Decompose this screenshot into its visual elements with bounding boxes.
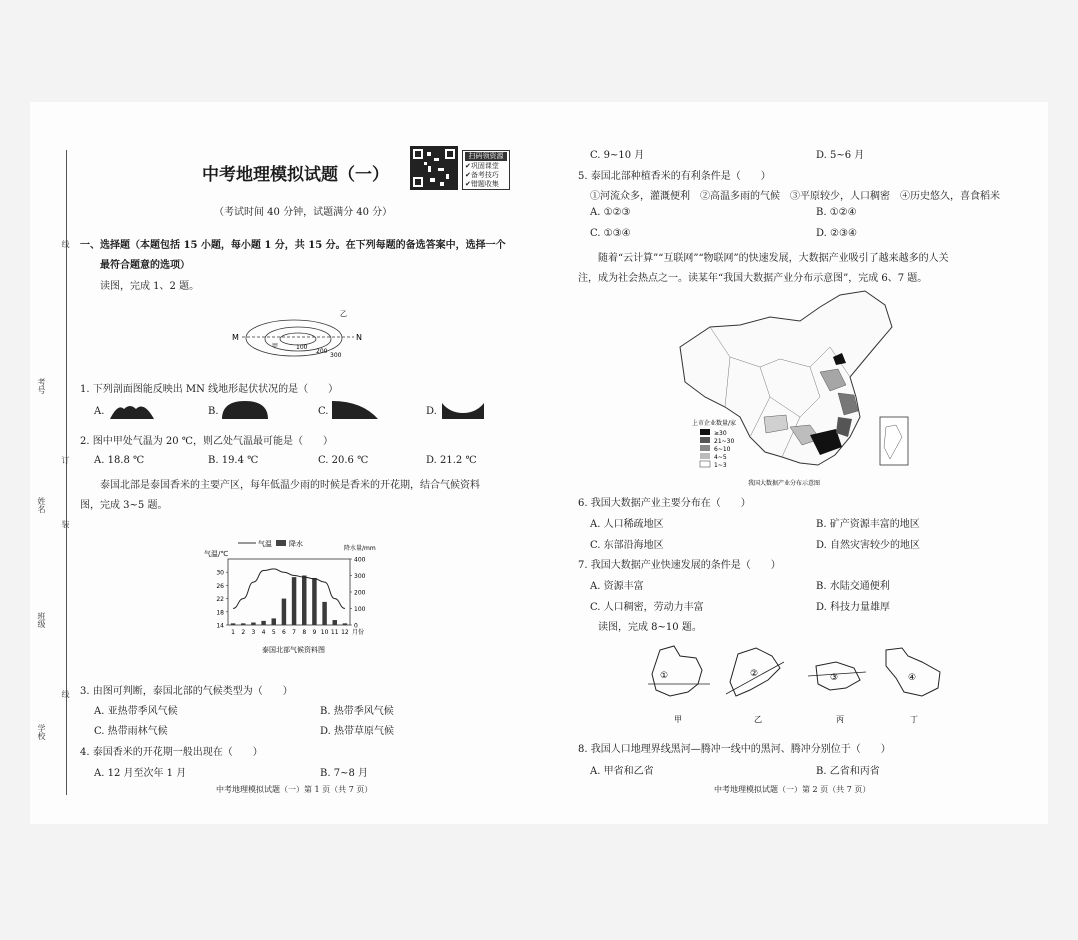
exam-subtitle: （考试时间 40 分钟，试题满分 40 分） (214, 207, 393, 218)
x-tick-label: 10 (320, 629, 329, 636)
q7-option-a[interactable]: A. 资源丰富 (590, 581, 644, 592)
q5-option-d[interactable]: D. ②③④ (816, 228, 857, 239)
province-number: ① (660, 671, 669, 681)
province-yi-icon (726, 648, 784, 724)
province-label-jia: 甲 (674, 715, 682, 724)
intro-q3-5-cont: 图，完成 3~5 题。 (80, 500, 168, 511)
x-tick-label: 7 (292, 629, 296, 636)
rain-bar (312, 578, 316, 625)
field-label-class: 班级 (37, 612, 46, 628)
y-left-tick-label: 22 (216, 596, 224, 604)
province-ding-icon (886, 648, 940, 724)
page-title: 中考地理模拟试题（一） (202, 165, 389, 185)
rain-bar (333, 620, 337, 625)
legend-label-rain: 降水 (289, 540, 303, 548)
intro-q3-5: 泰国北部是泰国香米的主要产区，每年低温少雨的时候是香米的开花期，结合气候资料 (100, 480, 480, 491)
qr-benefit: ✔错题收集 (465, 180, 499, 188)
intro-q1-2: 读图，完成 1、2 题。 (100, 281, 200, 292)
province-label-bing: 丙 (836, 715, 844, 724)
rain-bar (292, 577, 296, 625)
plot-frame (228, 559, 350, 625)
rain-bar (272, 618, 276, 625)
question-1: 1. 下列剖面图能反映出 MN 线地形起伏状况的是（ ） (80, 384, 339, 395)
x-tick-label: 8 (302, 629, 307, 636)
rain-bar (261, 621, 265, 625)
qr-benefit: ✔巩固课堂 (465, 162, 499, 170)
y-left-tick-label: 18 (216, 609, 224, 617)
question-7: 7. 我国大数据产业快速发展的条件是（ ） (578, 560, 781, 571)
map-legend-item: 4~5 (714, 454, 727, 461)
province-outlines (640, 644, 950, 724)
map-legend-item: ≥30 (714, 430, 727, 437)
q5-option-b[interactable]: B. ①②④ (816, 207, 857, 218)
y-left-tick-label: 26 (216, 582, 224, 590)
x-tick-label: 12 (341, 629, 349, 636)
intro-q6-7-cont: 注，成为社会热点之一。读某年“我国大数据产业分布示意图”，完成 6、7 题。 (578, 273, 928, 284)
contour-value: 300 (330, 352, 342, 359)
y-right-tick-label: 200 (354, 589, 366, 597)
contour-label-jia: 甲 (272, 343, 279, 350)
q1-option-d[interactable]: D. (426, 406, 437, 417)
section-heading: 一、选择题（本题包括 15 小题，每小题 1 分，共 15 分。在下列每题的备选答案中，选择一个 (80, 240, 506, 251)
binding-label: 装 (61, 520, 70, 528)
x-tick-label: 3 (251, 629, 256, 636)
qr-benefits-box (462, 150, 510, 190)
q3-option-a[interactable]: A. 亚热带季风气候 (94, 706, 178, 717)
contour-label-yi: 乙 (340, 310, 347, 318)
q2-option-a[interactable]: A. 18.8 ℃ (94, 455, 145, 466)
province-number: ④ (908, 673, 917, 683)
q7-option-c[interactable]: C. 人口稠密，劳动力丰富 (590, 602, 704, 613)
y-right-tick-label: 400 (354, 556, 366, 564)
question-8: 8. 我国人口地理界线黑河—腾冲一线中的黑河、腾冲分别位于（ ） (578, 744, 891, 755)
q8-option-b[interactable]: B. 乙省和丙省 (816, 766, 880, 777)
q6-option-b[interactable]: B. 矿产资源丰富的地区 (816, 519, 920, 530)
y-right-label: 降水量/mm (344, 545, 376, 552)
q2-option-c[interactable]: C. 20.6 ℃ (318, 455, 369, 466)
q3-option-d[interactable]: D. 热带草原气候 (320, 726, 395, 737)
x-tick-label: 6 (282, 629, 286, 636)
q1-option-b[interactable]: B. (208, 406, 219, 417)
q6-option-d[interactable]: D. 自然灾害较少的地区 (816, 540, 921, 551)
y-left-label: 气温/℃ (204, 550, 229, 558)
question-4: 4. 泰国香米的开花期一般出现在（ ） (80, 747, 263, 758)
q6-option-c[interactable]: C. 东部沿海地区 (590, 540, 664, 551)
x-tick-label: 5 (271, 629, 276, 636)
q7-option-d[interactable]: D. 科技力量雄厚 (816, 602, 891, 613)
contour-value: 200 (316, 348, 328, 355)
section-heading-cont: 最符合题意的选项） (100, 260, 190, 271)
binding-label: 线 (61, 240, 70, 248)
province-label-yi: 乙 (754, 715, 762, 724)
rain-bar (251, 623, 255, 625)
q1-option-c[interactable]: C. (318, 406, 329, 417)
profile-a-icon (110, 401, 154, 419)
binding-label: 订 (61, 456, 70, 464)
x-tick-label: 2 (241, 629, 246, 636)
rain-bar (241, 623, 245, 625)
contour-value: 100 (296, 344, 308, 351)
question-2: 2. 图中甲处气温为 20 ℃，则乙处气温最可能是（ ） (80, 436, 333, 447)
q5-conditions: ①河流众多，灌溉便利 ②高温多雨的气候 ③平原较少，人口稠密 ④历史悠久，喜食稻米 (590, 191, 1000, 202)
field-label-number: 考号 (37, 378, 46, 394)
y-right-tick-label: 300 (354, 573, 366, 580)
map-legend-title: 上市企业数量/家 (692, 420, 737, 427)
contour-label-m: M (232, 333, 239, 342)
legend-label-temp: 气温 (258, 540, 272, 548)
q2-option-b[interactable]: B. 19.4 ℃ (208, 455, 259, 466)
x-tick-label: 9 (312, 629, 317, 636)
q1-option-a[interactable]: A. (94, 406, 105, 417)
page-footer: 中考地理模拟试题（一）第 1 页（共 7 页） (216, 785, 373, 794)
q2-option-d[interactable]: D. 21.2 ℃ (426, 455, 477, 466)
field-label-name: 姓名 (37, 497, 46, 513)
rain-bar (322, 602, 326, 625)
binding-label: 线 (61, 690, 70, 698)
x-tick-label: 4 (261, 629, 266, 636)
q3-option-b[interactable]: B. 热带季风气候 (320, 706, 394, 717)
province-label-ding: 丁 (910, 715, 918, 724)
rain-bar (302, 576, 306, 626)
province-number: ③ (830, 673, 839, 683)
qr-benefit: ✔备考技巧 (465, 171, 499, 179)
map-caption: 我国大数据产业分布示意图 (748, 480, 821, 487)
q4-option-c[interactable]: C. 9~10 月 (590, 150, 645, 161)
province-bing-icon (808, 662, 866, 724)
question-6: 6. 我国大数据产业主要分布在（ ） (578, 498, 751, 509)
contour-map (232, 312, 372, 362)
q4-option-d[interactable]: D. 5~6 月 (816, 150, 865, 161)
y-right-tick-label: 0 (354, 622, 358, 630)
y-right-tick-label: 100 (354, 606, 366, 613)
profile-b-icon (222, 401, 268, 419)
map-legend-item: 1~3 (714, 462, 727, 469)
climate-chart (204, 537, 374, 655)
field-label-school: 学校 (37, 724, 46, 740)
question-5: 5. 泰国北部种植香米的有利条件是（ ） (578, 171, 771, 182)
intro-q6-7: 随着“云计算”“互联网”“物联网”的快速发展，大数据产业吸引了越来越多的人关 (598, 253, 949, 264)
intro-q8-10: 读图，完成 8~10 题。 (598, 622, 702, 633)
map-legend-item: 21~30 (714, 438, 735, 445)
question-3: 3. 由图可判断，泰国北部的气候类型为（ ） (80, 686, 293, 697)
profile-d-icon (442, 401, 484, 419)
q8-option-a[interactable]: A. 甲省和乙省 (590, 766, 654, 777)
rain-bar (282, 599, 286, 625)
x-axis-label: 月份 (352, 629, 365, 636)
qr-code[interactable] (410, 146, 458, 190)
china-bigdata-map (670, 287, 920, 487)
province-number: ② (750, 669, 759, 679)
rain-bar (343, 623, 347, 625)
qr-benefits-header: 扫码领资源 (465, 152, 507, 161)
map-legend-item: 6~10 (714, 446, 731, 453)
rain-bar (231, 623, 235, 625)
q6-option-a[interactable]: A. 人口稀疏地区 (590, 519, 664, 530)
y-left-tick-label: 14 (216, 622, 224, 630)
q4-option-a[interactable]: A. 12 月至次年 1 月 (94, 768, 187, 779)
q3-option-c[interactable]: C. 热带雨林气候 (94, 726, 168, 737)
province-jia-icon (648, 646, 710, 724)
temperature-line (233, 569, 345, 609)
q7-option-b[interactable]: B. 水陆交通便利 (816, 581, 890, 592)
chart-title: 泰国北部气候资料图 (262, 646, 325, 654)
q5-option-a[interactable]: A. ①②③ (590, 207, 631, 218)
profile-c-icon (332, 401, 378, 419)
y-left-tick-label: 30 (216, 569, 224, 577)
x-tick-label: 11 (330, 629, 339, 636)
q4-option-b[interactable]: B. 7~8 月 (320, 768, 368, 779)
q5-option-c[interactable]: C. ①③④ (590, 228, 631, 239)
x-tick-label: 1 (231, 629, 235, 636)
contour-label-n: N (356, 333, 362, 342)
page-footer: 中考地理模拟试题（一）第 2 页（共 7 页） (714, 785, 871, 794)
